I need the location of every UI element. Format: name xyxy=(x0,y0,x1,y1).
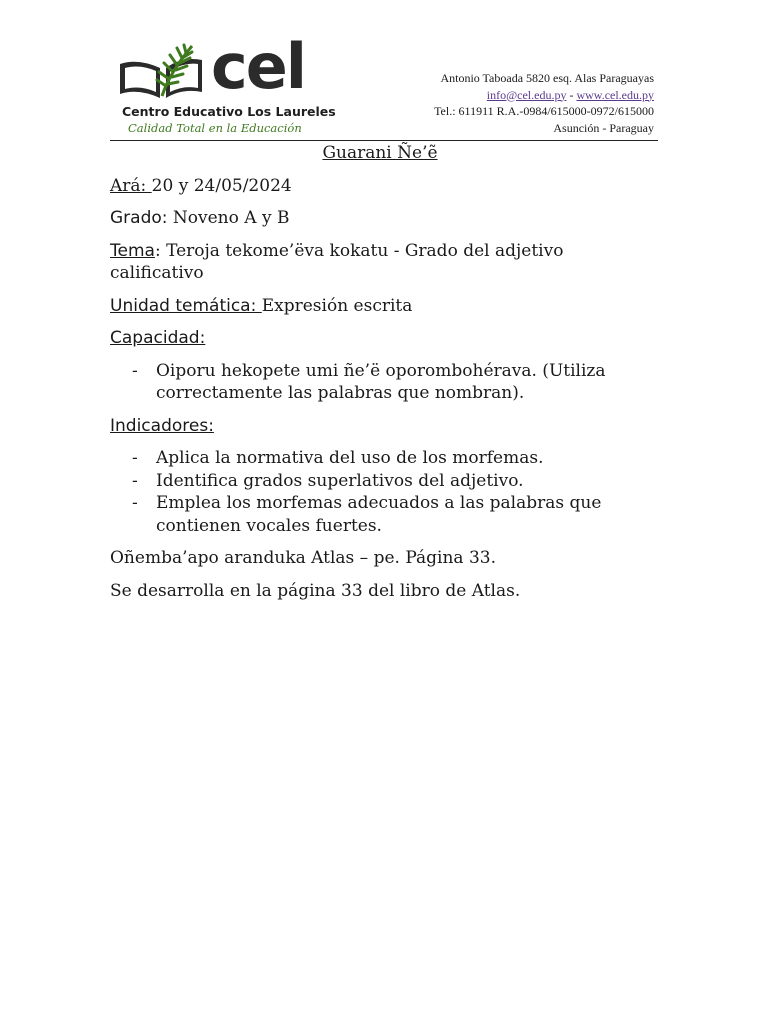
website-link[interactable]: www.cel.edu.py xyxy=(576,87,654,102)
document-title: Guarani Ñe’ẽ xyxy=(322,143,438,163)
contact-info xyxy=(434,70,654,136)
unit-label: Unidad temática: xyxy=(110,295,262,316)
letterhead xyxy=(110,30,658,141)
unit-value: Expresión escrita xyxy=(261,295,413,316)
document-body xyxy=(110,142,650,612)
book-palm-logo-icon xyxy=(116,42,212,104)
logo-wordmark: cel xyxy=(211,30,306,103)
list-item: - Emplea los morfemas adecuados a las palabras que contienen vocales fuertes. xyxy=(110,492,650,537)
closing-note: Se desarrolla en la página 33 del libro de Atlas. xyxy=(110,580,521,601)
school-slogan: Calidad Total en la Educación xyxy=(128,121,302,135)
indicators-heading: Indicadores: xyxy=(110,415,214,436)
email-link[interactable]: info@cel.edu.py xyxy=(486,87,567,102)
grade-value: Noveno A y B xyxy=(167,208,290,228)
phone-line: Tel.: 611911 R.A.-0984/615000-0972/615000 xyxy=(434,104,654,118)
grade-line xyxy=(110,207,650,230)
capacity-heading: Capacidad: xyxy=(110,328,206,348)
date-label: Ará: xyxy=(110,175,152,196)
address-line: Antonio Taboada 5820 esq. Alas Paraguayas xyxy=(440,71,654,85)
school-name: Centro Educativo Los Laureles xyxy=(122,104,336,119)
date-line xyxy=(110,175,650,198)
list-item: - Identifica grados superlativos del adjetivo. xyxy=(110,470,650,493)
web-line xyxy=(434,87,654,104)
book-reference: Oñemba’apo aranduka Atlas – pe. Página 33. xyxy=(110,548,496,568)
topic-label: Tema xyxy=(110,240,155,261)
date-value: 20 y 24/05/2024 xyxy=(151,175,292,196)
school-logo xyxy=(116,30,336,138)
topic-line xyxy=(110,240,650,285)
unit-line xyxy=(110,295,650,318)
list-item: - Oiporu hekopete umi ñe’ë oporombohérava. (Utiliza correctamente las palabras que nombran). xyxy=(110,360,650,405)
grade-label: Grado: xyxy=(110,208,168,228)
topic-value: : Teroja tekome’ëva kokatu - Grado del adjetivo calificativo xyxy=(110,240,564,283)
city-line: Asunción - Paraguay xyxy=(553,120,654,135)
capacity-list xyxy=(110,360,650,405)
link-separator: - xyxy=(566,87,577,102)
indicators-list xyxy=(110,447,650,537)
list-item: - Aplica la normativa del uso de los morfemas. xyxy=(110,447,650,470)
